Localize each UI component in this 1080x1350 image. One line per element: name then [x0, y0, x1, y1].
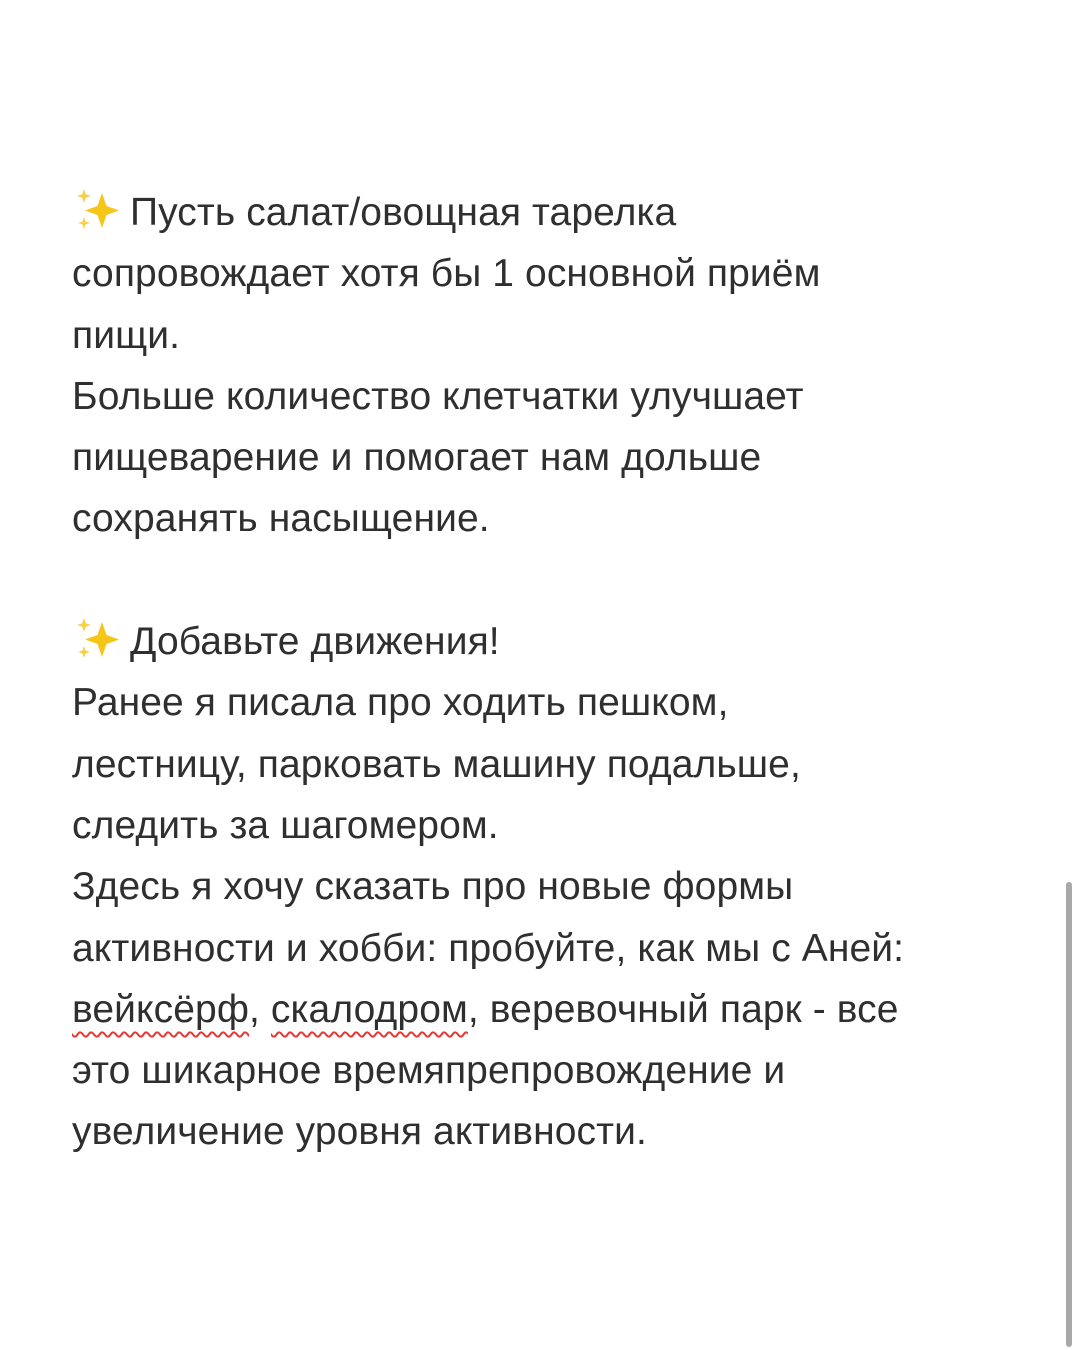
tip-salad-heading: [72, 182, 1032, 243]
sparkles-icon: [72, 187, 124, 235]
text-line: Ранее я писала про ходить пешком,: [72, 681, 729, 725]
text-line: увеличение уровня активности.: [72, 1110, 647, 1154]
tip-movement: [72, 611, 1032, 1163]
text-line: пищи.: [72, 313, 181, 357]
text-line: лестницу, парковать машину подальше,: [72, 742, 801, 786]
sparkles-icon: [72, 616, 124, 664]
tip-salad: [72, 182, 1032, 550]
tip-salad-title: Пусть салат/овощная тарелка: [130, 191, 677, 234]
tip-movement-title: Добавьте движения!: [130, 620, 500, 664]
text-line: следить за шагомером.: [72, 803, 499, 847]
text-line: это шикарное времяпрепровождение и: [72, 1049, 786, 1093]
text-fragment: , веревочный парк - все: [467, 987, 899, 1031]
text-line: активности и хобби: пробуйте, как мы с Аней:: [72, 926, 905, 970]
note-body[interactable]: [72, 182, 1032, 1163]
text-line: сопровождает хотя бы 1 основной приём: [72, 252, 821, 296]
vertical-scrollbar[interactable]: [1066, 882, 1072, 1347]
misspelled-word-climbing-wall[interactable]: скалодром: [270, 987, 468, 1031]
tip-movement-heading: [72, 611, 1032, 672]
text-line: Здесь я хочу сказать про новые формы: [72, 865, 794, 909]
text-fragment: ,: [249, 987, 271, 1031]
paragraph-spacer: [72, 550, 1032, 611]
misspelled-word-wakesurf[interactable]: вейксёрф: [72, 987, 250, 1031]
text-line: пищеварение и помогает нам дольше: [72, 436, 762, 480]
text-line: Больше количество клетчатки улучшает: [72, 374, 804, 418]
text-line: сохранять насыщение.: [72, 497, 490, 541]
text-line-with-misspellings: [72, 979, 1032, 1040]
